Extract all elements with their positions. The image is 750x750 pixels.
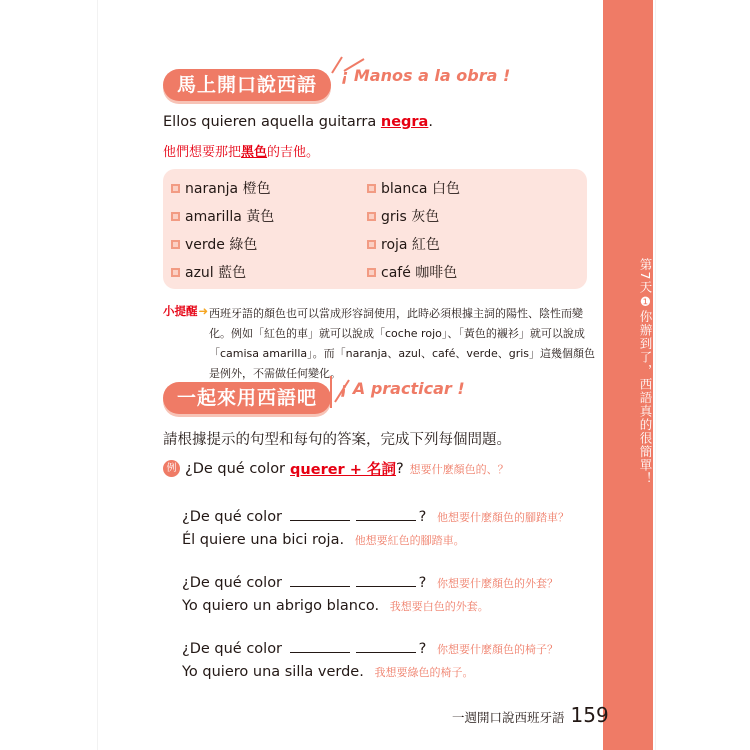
bullet-icon — [171, 212, 180, 221]
vocab-text: naranja 橙色 — [185, 181, 271, 197]
example-sentence-zh — [163, 141, 319, 160]
example-pattern: querer + 名詞 — [290, 462, 396, 478]
vocab-item — [367, 206, 439, 226]
zh-text-end: 的吉他。 — [267, 145, 320, 160]
tip-text: 西班牙語的顏色也可以當成形容詞使用，此時必須根據主詞的陽性、陰性而變化。例如「紅色的車」就可以說成「coche rojo」、「黃色的襯衫」就可以說成「camisa amarilla」。而「naranja、azul、café、verde、gris」這幾個顏色是例外，不需做任何變化。 — [209, 307, 596, 380]
answer-hint: 我想要白色的外套。 — [389, 600, 489, 613]
bullet-icon — [171, 184, 180, 193]
answer-hint: 他想要紅色的腳踏車。 — [354, 534, 465, 547]
question-hint: 你想要什麼顏色的外套？ — [436, 577, 558, 590]
answer-text: Él quiere una bici roja. — [182, 532, 345, 548]
tip-label — [163, 303, 208, 319]
example-row — [163, 458, 509, 479]
vocab-item — [367, 234, 440, 254]
vocab-text: roja 紅色 — [381, 237, 440, 253]
bullet-icon — [171, 240, 180, 249]
chapter-side-tab-text: 第7天❶你辦到了，西語真的很簡單！ — [638, 258, 653, 486]
question-end: ? — [418, 641, 427, 657]
question-hint: 他想要什麼顏色的腳踏車？ — [436, 511, 569, 524]
highlight-word: negra — [380, 114, 429, 130]
answer-line — [182, 598, 489, 614]
answer-blank[interactable] — [356, 572, 416, 587]
bullet-icon — [367, 212, 376, 221]
answer-line — [182, 532, 465, 548]
example-sentence-es — [163, 114, 433, 130]
vocab-item — [171, 262, 246, 282]
question-start: ¿De qué color — [182, 575, 283, 591]
vocab-text: verde 綠色 — [185, 237, 258, 253]
page-footer — [452, 703, 609, 727]
vocab-text: amarilla 黃色 — [185, 209, 275, 225]
section-header-manos — [163, 66, 511, 103]
question-line — [182, 572, 558, 591]
sentence-end: . — [428, 114, 433, 130]
bullet-icon — [171, 268, 180, 277]
page-number: 159 — [570, 703, 609, 727]
vocab-item — [367, 262, 457, 282]
answer-text: Yo quiero un abrigo blanco. — [182, 598, 380, 614]
example-question: ¿De qué color — [185, 460, 286, 477]
section-header-practicar — [163, 379, 483, 416]
exercise-instruction: 請根據提示的句型和每句的答案，完成下列每個問題。 — [163, 432, 511, 448]
vocab-text: blanca 白色 — [381, 181, 460, 197]
bullet-icon — [367, 240, 376, 249]
question-hint: 你想要什麼顏色的椅子？ — [436, 643, 558, 656]
example-qmark: ? — [395, 460, 404, 477]
answer-blank[interactable] — [290, 506, 350, 521]
example-badge: 例 — [163, 460, 180, 477]
example-hint: 想要什麼顏色的、？ — [409, 462, 509, 476]
zh-highlight-word: 黑色 — [241, 145, 268, 160]
vocab-text: café 咖啡色 — [381, 265, 458, 281]
answer-line — [182, 664, 473, 680]
answer-blank[interactable] — [356, 638, 416, 653]
answer-blank[interactable] — [290, 638, 350, 653]
bullet-icon — [367, 184, 376, 193]
question-line — [182, 506, 569, 525]
question-start: ¿De qué color — [182, 641, 283, 657]
section-title: 馬上開口說西語 — [163, 69, 331, 101]
book-title: 一週開口說西班牙語 — [452, 710, 565, 725]
vocab-item — [171, 178, 271, 198]
question-end: ? — [418, 509, 427, 525]
section-title: 一起來用西語吧 — [163, 382, 331, 414]
vocab-item — [171, 206, 274, 226]
answer-text: Yo quiero una silla verde. — [182, 664, 364, 680]
question-line — [182, 638, 558, 657]
vocab-item — [367, 178, 460, 198]
tip-label-text: 小提醒 — [163, 304, 198, 318]
answer-blank[interactable] — [356, 506, 416, 521]
bullet-icon — [367, 268, 376, 277]
question-end: ? — [418, 575, 427, 591]
sentence-text: Ellos quieren aquella guitarra — [163, 114, 381, 130]
vocab-text: azul 藍色 — [185, 265, 247, 281]
answer-hint: 我想要綠色的椅子。 — [374, 666, 474, 679]
vocab-item — [171, 234, 257, 254]
vocab-text: gris 灰色 — [381, 209, 440, 225]
arrow-icon: ➜ — [198, 304, 209, 318]
zh-text: 他們想要那把 — [163, 145, 242, 160]
section-slogan: ¡ A practicar ! — [340, 379, 465, 398]
answer-blank[interactable] — [290, 572, 350, 587]
question-start: ¿De qué color — [182, 509, 283, 525]
section-slogan: ¡ Manos a la obra ! — [341, 66, 511, 85]
